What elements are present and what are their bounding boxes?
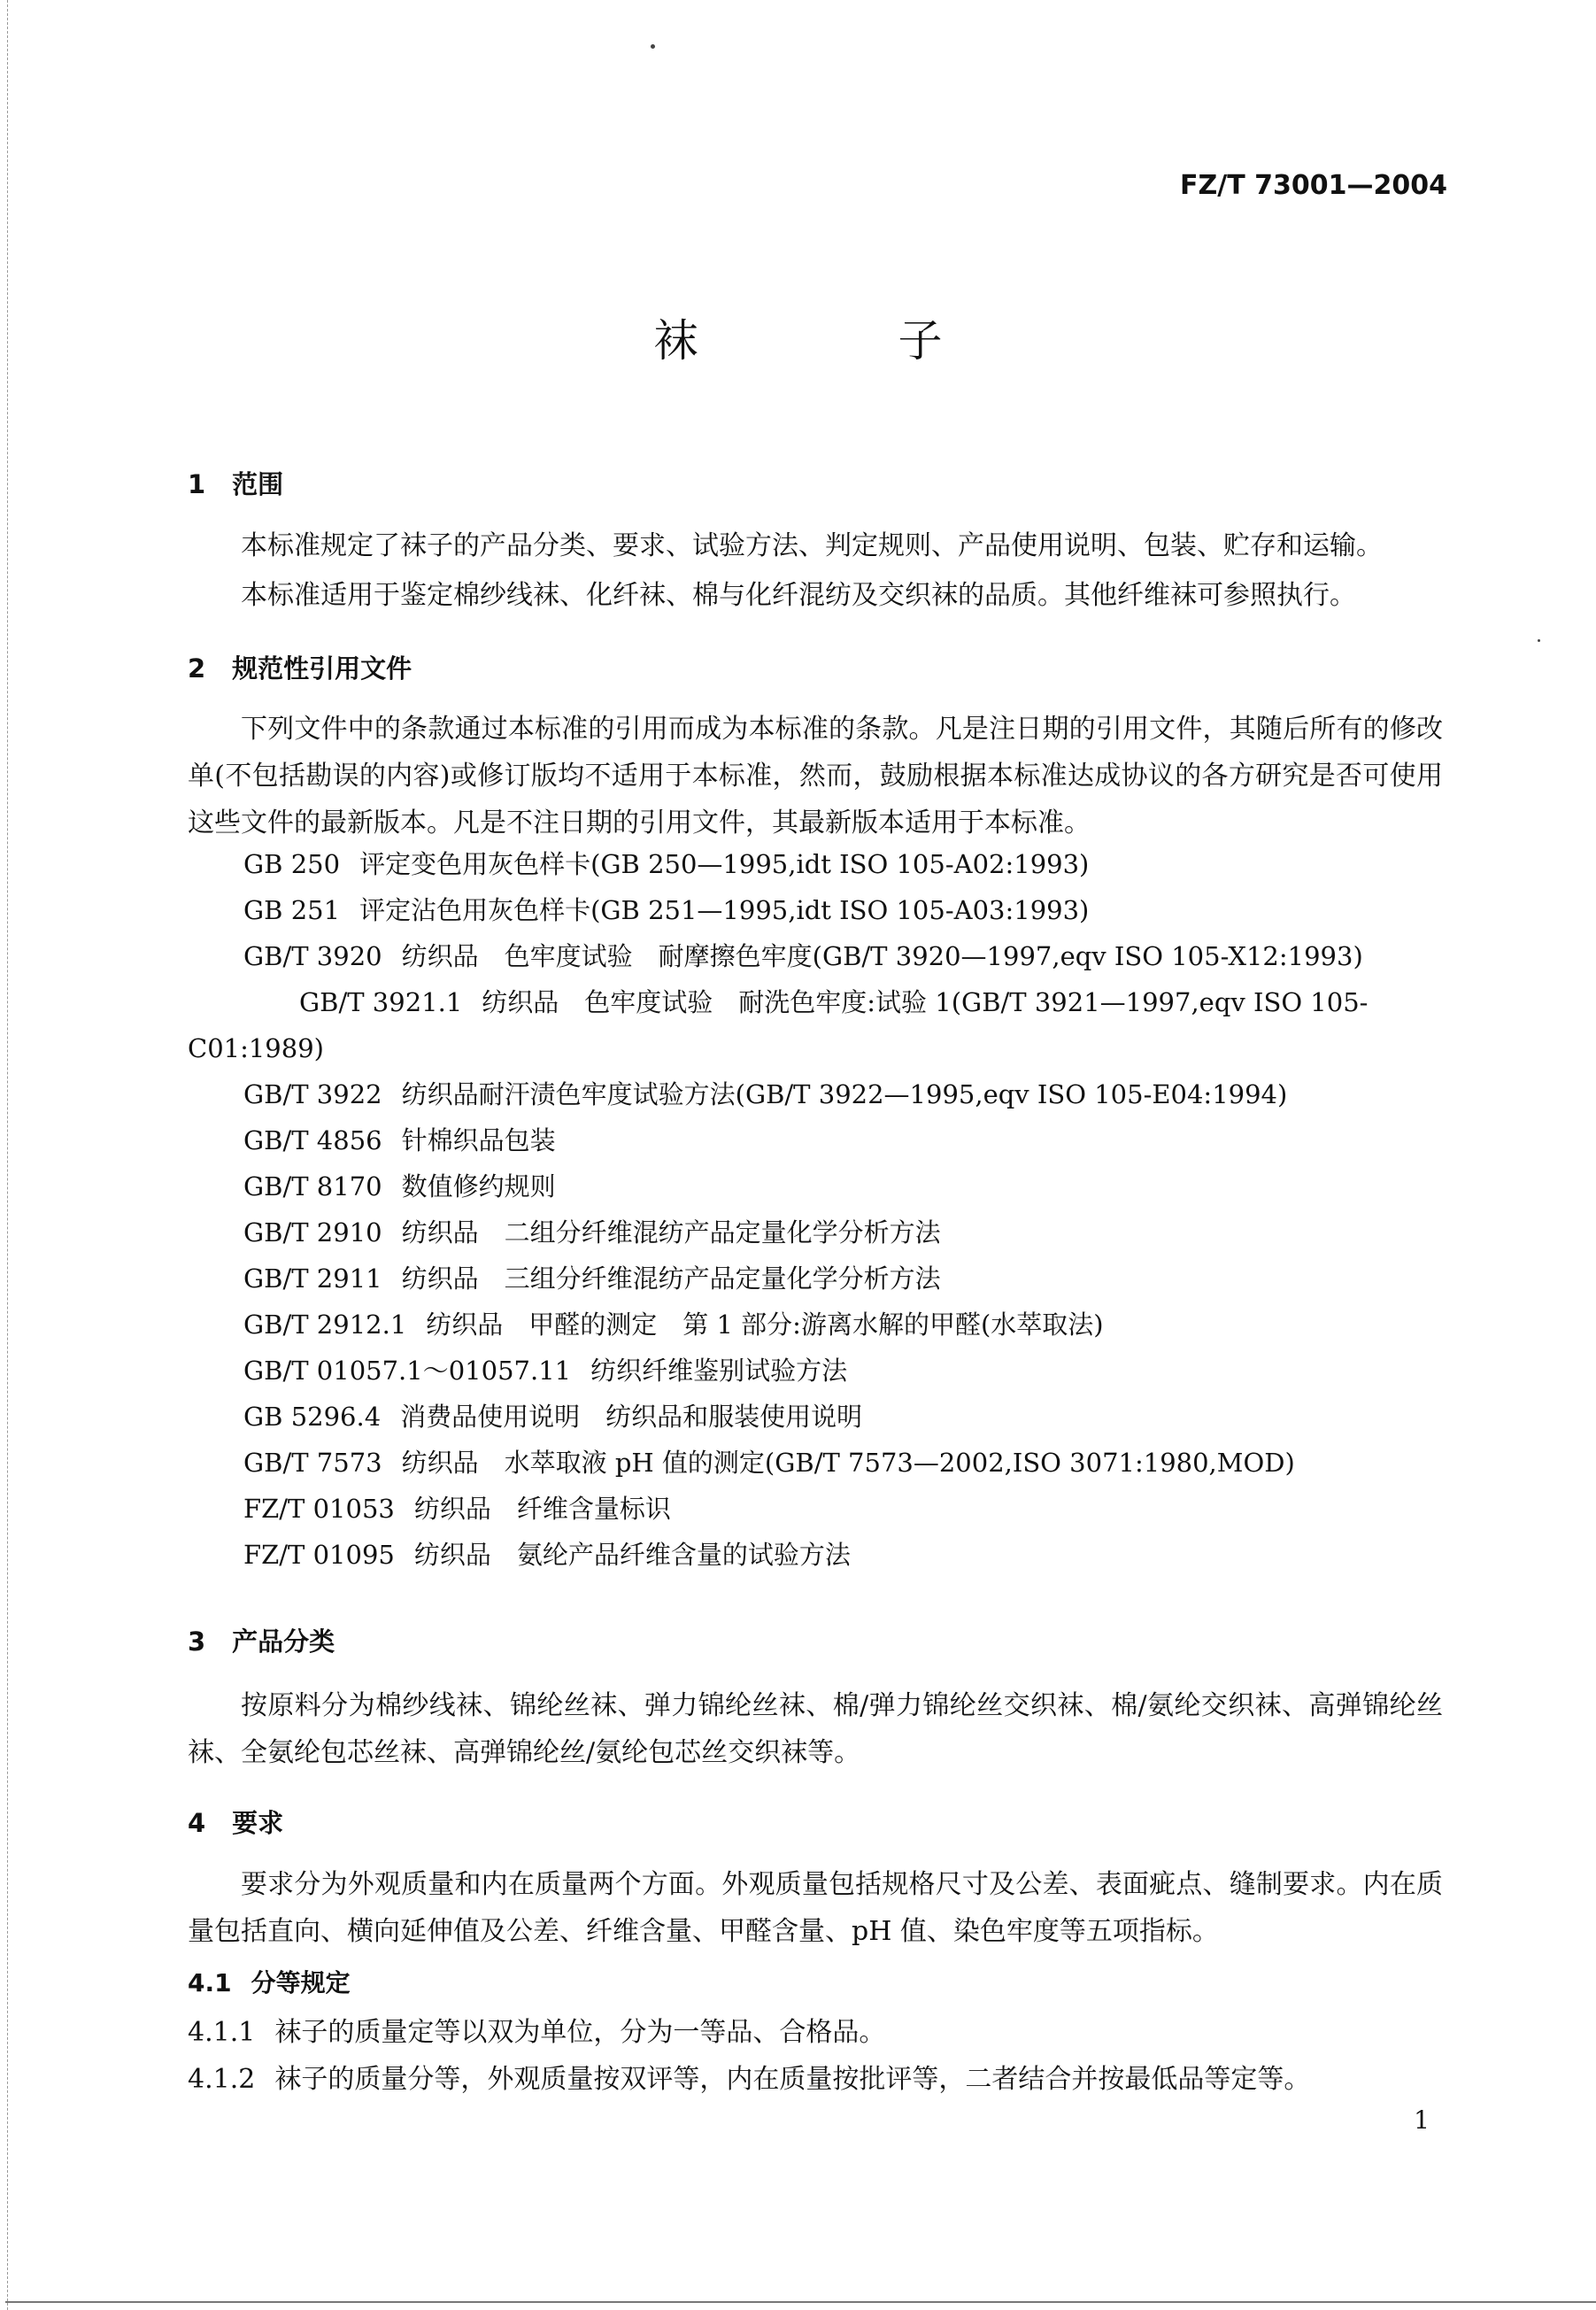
- page-bottom-rule: [5, 2301, 1596, 2303]
- reference-code: GB/T 01057.1～01057.11: [243, 1356, 572, 1386]
- reference-item: [188, 1163, 1443, 1209]
- reference-item: [188, 1302, 1443, 1348]
- section-title: 要求: [232, 1808, 284, 1838]
- reference-code: FZ/T 01095: [243, 1540, 395, 1570]
- reference-code: GB/T 3920: [243, 941, 382, 971]
- clause-title: 分等规定: [251, 1968, 351, 1997]
- section-title: 范围: [232, 469, 284, 499]
- clause-4-1-2: [188, 2057, 1310, 2096]
- reference-title: 纺织品耐汗渍色牢度试验方法(GB/T 3922—1995,eqv ISO 105-E04:1994): [401, 1079, 1288, 1109]
- reference-item: [188, 1117, 1443, 1163]
- scan-speck: [651, 44, 655, 49]
- reference-title: 纺织品 纤维含量标识: [413, 1494, 671, 1524]
- reference-code: GB/T 8170: [243, 1171, 382, 1201]
- reference-title: 纺织品 甲醛的测定 第 1 部分:游离水解的甲醛(水萃取法): [426, 1310, 1104, 1340]
- clause-number: 4.1: [188, 1968, 232, 1997]
- standard-number: FZ/T 73001—2004: [1180, 170, 1447, 201]
- page-left-rule: [7, 0, 9, 2310]
- clause-number: 4.1.2: [188, 2064, 256, 2095]
- reference-item: [188, 841, 1443, 887]
- clause-number: 4.1.1: [188, 2017, 256, 2048]
- reference-item: [188, 1486, 1443, 1532]
- paragraph: 要求分为外观质量和内在质量两个方面。外观质量包括规格尺寸及公差、表面疵点、缝制要求。内在质量包括直向、横向延伸值及公差、纤维含量、甲醛含量、pH 值、染色牢度等五项指标。: [188, 1869, 1443, 1947]
- reference-item: [188, 1348, 1443, 1394]
- reference-code: GB 250: [243, 849, 341, 879]
- reference-title: 评定沾色用灰色样卡(GB 251—1995,idt ISO 105-A03:1993): [359, 895, 1090, 925]
- reference-code: GB/T 2912.1: [243, 1310, 407, 1340]
- reference-title: 评定变色用灰色样卡(GB 250—1995,idt ISO 105-A02:1993): [359, 849, 1090, 879]
- section-number: 4: [188, 1808, 206, 1838]
- reference-title: 纺织品 色牢度试验 耐摩擦色牢度(GB/T 3920—1997,eqv ISO 105-X12:1993): [401, 941, 1363, 971]
- reference-code: GB/T 4856: [243, 1125, 382, 1155]
- reference-item: [188, 1440, 1443, 1486]
- reference-title: 纺织品 色牢度试验 耐洗色牢度:试验 1(GB/T 3921—1997,eqv ISO 105-C01:1989): [188, 987, 1369, 1063]
- reference-title: 纺织品 水萃取液 pH 值的测定(GB/T 7573—2002,ISO 3071:1980,MOD): [401, 1448, 1295, 1478]
- reference-code: FZ/T 01053: [243, 1494, 395, 1524]
- section-heading-2: [188, 649, 412, 685]
- reference-item: [188, 1209, 1443, 1255]
- reference-title: 纺织纤维鉴别试验方法: [590, 1356, 848, 1386]
- reference-title: 纺织品 三组分纤维混纺产品定量化学分析方法: [401, 1263, 941, 1294]
- normative-reference-list: [188, 841, 1443, 1578]
- reference-title: 纺织品 氨纶产品纤维含量的试验方法: [413, 1540, 851, 1570]
- section-title: 规范性引用文件: [232, 653, 412, 684]
- reference-title: 数值修约规则: [401, 1171, 556, 1201]
- section-heading-3: [188, 1622, 335, 1658]
- document-title: 袜 子: [653, 315, 1021, 367]
- reference-code: GB/T 7573: [243, 1448, 382, 1478]
- clause-text: 袜子的质量定等以双为单位，分为一等品、合格品。: [274, 2017, 886, 2048]
- clause-4-1-1: [188, 2010, 885, 2049]
- reference-code: GB 5296.4: [243, 1402, 382, 1432]
- reference-item: [188, 933, 1443, 979]
- reference-item: [188, 887, 1443, 933]
- scan-speck: [1538, 639, 1540, 642]
- reference-title: 消费品使用说明 纺织品和服装使用说明: [400, 1402, 863, 1432]
- paragraph: 本标准适用于鉴定棉纱线袜、化纤袜、棉与化纤混纺及交织袜的品质。其他纤维袜可参照执行。: [241, 580, 1356, 611]
- reference-code: GB/T 3921.1: [299, 987, 463, 1017]
- section-title: 产品分类: [232, 1626, 335, 1657]
- reference-code: GB/T 3922: [243, 1079, 382, 1109]
- section-number: 2: [188, 653, 206, 684]
- section-number: 3: [188, 1626, 206, 1657]
- reference-code: GB 251: [243, 895, 341, 925]
- clause-heading-4-1: [188, 1964, 351, 1999]
- reference-code: GB/T 2911: [243, 1263, 382, 1294]
- reference-item: [188, 1532, 1443, 1578]
- paragraph: 按原料分为棉纱线袜、锦纶丝袜、弹力锦纶丝袜、棉/弹力锦纶丝交织袜、棉/氨纶交织袜、高弹锦纶丝袜、全氨纶包芯丝袜、高弹锦纶丝/氨纶包芯丝交织袜等。: [188, 1690, 1443, 1768]
- section-number: 1: [188, 469, 206, 499]
- paragraph: 本标准规定了袜子的产品分类、要求、试验方法、判定规则、产品使用说明、包装、贮存和运输。: [241, 530, 1383, 561]
- reference-code: GB/T 2910: [243, 1217, 382, 1248]
- reference-item: [188, 1394, 1443, 1440]
- reference-title: 纺织品 二组分纤维混纺产品定量化学分析方法: [401, 1217, 941, 1248]
- clause-text: 袜子的质量分等，外观质量按双评等，内在质量按批评等，二者结合并按最低品等定等。: [274, 2064, 1311, 2095]
- section-heading-1: [188, 465, 283, 501]
- paragraph: 下列文件中的条款通过本标准的引用而成为本标准的条款。凡是注日期的引用文件，其随后所有的修改单(不包括勘误的内容)或修订版均不适用于本标准，然而，鼓励根据本标准达成协议的各方研究是否可使用这些文件的最新版本。凡是不注日期的引用文件，其最新版本适用于本标准。: [188, 714, 1443, 838]
- reference-item: [188, 1255, 1443, 1302]
- page-number: 1: [1414, 2105, 1430, 2135]
- reference-title: 针棉织品包装: [401, 1125, 556, 1155]
- reference-item: [188, 979, 1443, 1071]
- reference-item: [188, 1071, 1443, 1117]
- section-heading-4: [188, 1804, 283, 1840]
